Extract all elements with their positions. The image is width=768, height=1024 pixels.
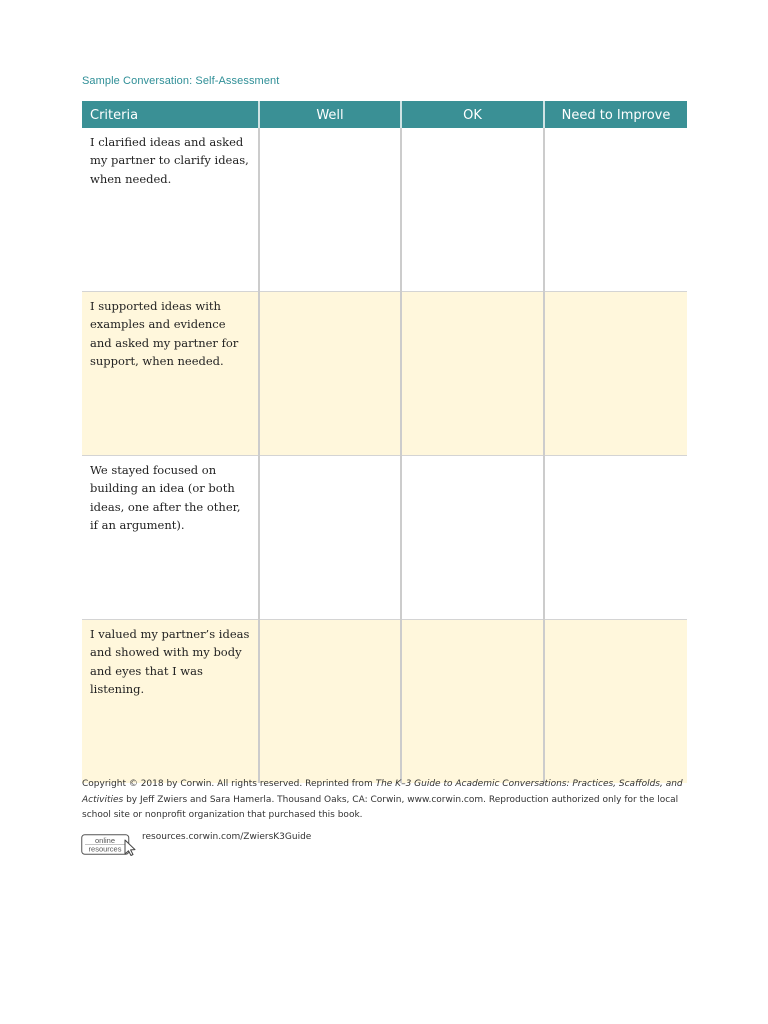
- header-need-to-improve: Need to Improve: [544, 102, 687, 129]
- need-to-improve-cell[interactable]: [544, 620, 687, 784]
- ok-cell[interactable]: [401, 292, 544, 456]
- criteria-cell: We stayed focused on building an idea (or both ideas, one after the other, if an argument).: [82, 456, 259, 620]
- logo-text-resources: resources: [88, 844, 122, 854]
- table-row: [82, 292, 687, 456]
- well-cell[interactable]: [259, 456, 401, 620]
- copyright-suffix: by Jeff Zwiers and Sara Hamerla. Thousand Oaks, CA: Corwin, www.corwin.com. Reproduction authorized only for the local school site or nonprofit organization that purchased this book.: [82, 794, 679, 820]
- self-assessment-table: [82, 101, 687, 783]
- criteria-cell: I clarified ideas and asked my partner to clarify ideas, when needed.: [82, 128, 259, 292]
- logo-text-online: online: [94, 836, 116, 845]
- criteria-cell: I supported ideas with examples and evidence and asked my partner for support, when needed.: [82, 292, 259, 456]
- copyright-notice: [82, 777, 687, 824]
- ok-cell[interactable]: [401, 620, 544, 784]
- well-cell[interactable]: [259, 620, 401, 784]
- need-to-improve-cell[interactable]: [544, 128, 687, 292]
- book-title: The K–3 Guide to Academic Conversations: Practices, Scaffolds, and Activities: [82, 779, 683, 805]
- cursor-arrow-icon: [125, 840, 135, 856]
- ok-cell[interactable]: [401, 128, 544, 292]
- header-well: Well: [259, 102, 401, 129]
- ok-cell[interactable]: [401, 456, 544, 620]
- header-ok: OK: [401, 102, 544, 129]
- well-cell[interactable]: [259, 292, 401, 456]
- table-row: [82, 620, 687, 784]
- page-title: Sample Conversation: Self-Assessment: [82, 75, 280, 87]
- header-criteria: Criteria: [82, 102, 259, 129]
- copyright-prefix: Copyright © 2018 by Corwin. All rights reserved. Reprinted from: [82, 779, 376, 789]
- resource-link[interactable]: resources.corwin.com/ZwiersK3Guide: [142, 832, 312, 842]
- table-header-row: [82, 102, 687, 129]
- table-row: [82, 128, 687, 292]
- online-resources-logo-icon: [81, 834, 136, 856]
- well-cell[interactable]: [259, 128, 401, 292]
- table-row: [82, 456, 687, 620]
- need-to-improve-cell[interactable]: [544, 456, 687, 620]
- need-to-improve-cell[interactable]: [544, 292, 687, 456]
- criteria-cell: I valued my partner’s ideas and showed with my body and eyes that I was listening.: [82, 620, 259, 784]
